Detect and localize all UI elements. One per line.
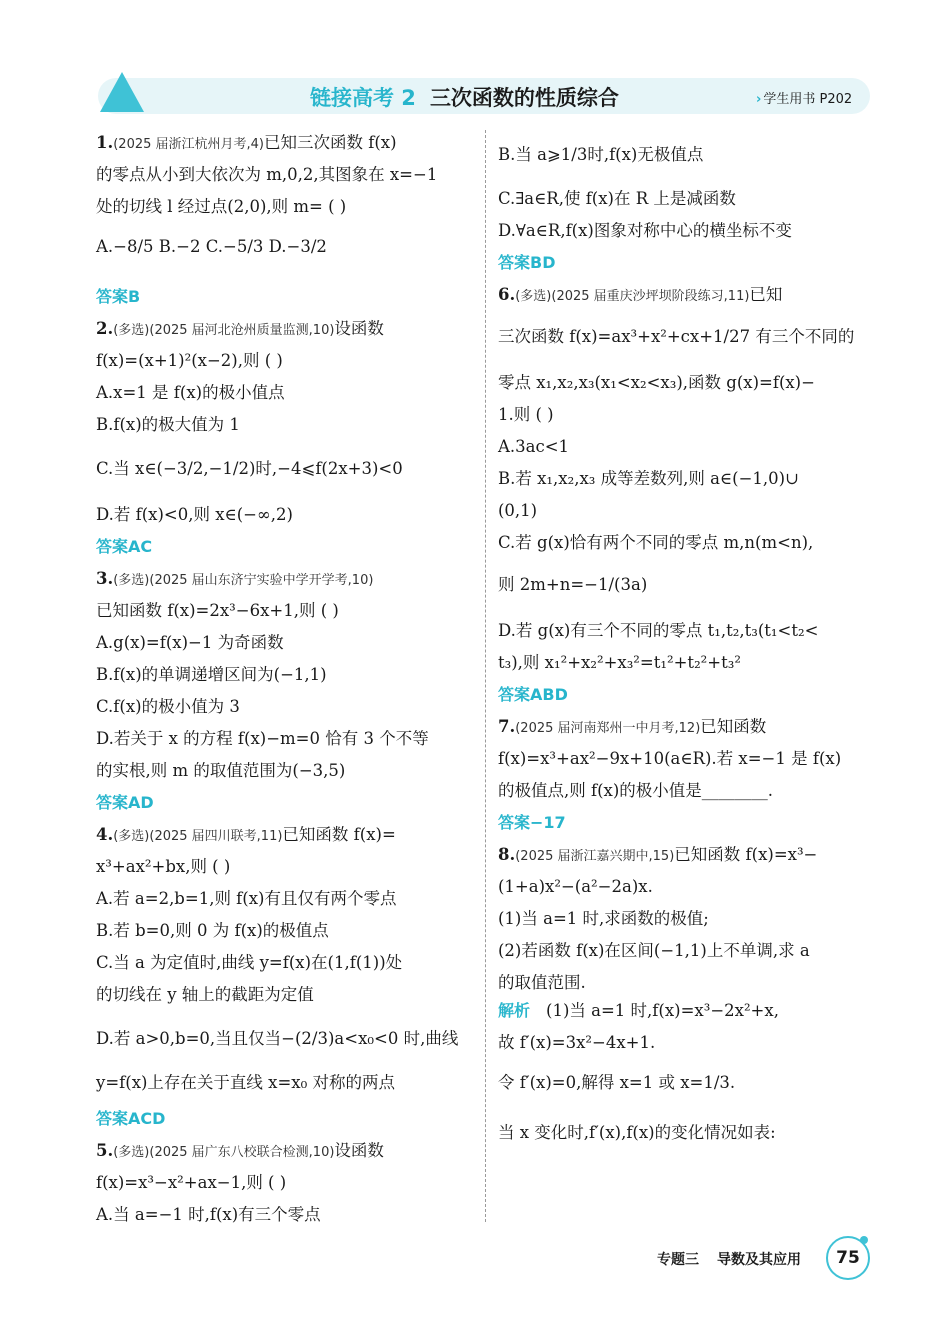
answer-value: AD <box>128 793 154 812</box>
answer-value: ACD <box>128 1109 166 1128</box>
line-text: 的实根,则 m 的取值范围为(−3,5) <box>96 761 346 780</box>
text-line <box>96 728 429 750</box>
text-line <box>498 620 818 642</box>
line-text: D.若关于 x 的方程 f(x)−m=0 恰有 3 个不等 <box>96 729 429 748</box>
answer-value: ABD <box>530 685 568 704</box>
line-text: C.若 g(x)恰有两个不同的零点 m,n(m<n), <box>498 533 814 552</box>
line-text: 的极值点,则 f(x)的极小值是________. <box>498 781 774 800</box>
question-source: (多选)(2025 届四川联考,11) <box>113 829 283 844</box>
text-line <box>498 1072 735 1094</box>
line-text: 故 f′(x)=3x²−4x+1. <box>498 1033 656 1052</box>
text-line <box>96 920 329 942</box>
text-line <box>498 1032 655 1054</box>
answer-line <box>96 1108 165 1130</box>
solution-label: 解析 <box>498 1001 531 1020</box>
answer-line <box>96 792 154 814</box>
line-text: f(x)=(x+1)²(x−2),则 ( ) <box>96 351 283 370</box>
answer-line <box>96 286 140 308</box>
section-title <box>310 82 619 112</box>
text-line <box>96 350 283 372</box>
line-text: A.当 a=−1 时,f(x)有三个零点 <box>96 1205 321 1224</box>
line-text: B.f(x)的单调递增区间为(−1,1) <box>96 665 327 684</box>
answer-line <box>498 252 556 274</box>
text-line <box>498 780 773 802</box>
answer-line <box>498 812 566 834</box>
answer-label: 答案 <box>96 287 129 306</box>
text-line <box>96 856 230 878</box>
line-text: 处的切线 l 经过点(2,0),则 m= ( ) <box>96 197 347 216</box>
text-line <box>96 1172 286 1194</box>
text-line <box>96 1204 321 1226</box>
answer-value: B <box>128 287 141 306</box>
text-line <box>498 908 709 930</box>
text-line <box>96 1072 395 1094</box>
question-heading <box>498 844 817 868</box>
question-heading <box>498 284 782 308</box>
arrow-right-icon: › <box>756 92 762 107</box>
line-text: t₃),则 x₁²+x₂²+x₃²=t₁²+t₂²+t₃² <box>498 653 741 672</box>
line-text: 的零点从小到大依次为 m,0,2,其图象在 x=−1 <box>96 165 438 184</box>
question-number: 6. <box>498 285 516 304</box>
line-text: y=f(x)上存在关于直线 x=x₀ 对称的两点 <box>96 1073 395 1092</box>
question-text: 设函数 <box>334 1141 384 1160</box>
line-text: (1+a)x²−(a²−2a)x. <box>498 877 653 896</box>
question-source: (多选)(2025 届广东八校联合检测,10) <box>113 1145 335 1160</box>
text-line <box>498 940 810 962</box>
footer-topic: 专题三 <box>657 1252 699 1268</box>
page-number: 75 <box>826 1236 870 1280</box>
text-line <box>498 652 741 674</box>
text-line <box>498 1122 776 1144</box>
text-line <box>96 664 327 686</box>
text-line <box>96 600 339 622</box>
line-text: A.−8/5 B.−2 C.−5/3 D.−3/2 <box>96 237 327 256</box>
answer-label: 答案 <box>498 685 531 704</box>
book-reference <box>756 88 852 107</box>
line-text: C.∃a∈R,使 f(x)在 R 上是减函数 <box>498 189 736 208</box>
question-source: (2025 届浙江杭州月考,4) <box>113 137 264 152</box>
text-line <box>96 414 240 436</box>
text-line <box>96 236 327 258</box>
text-line <box>498 188 736 210</box>
line-text: D.若 f(x)<0,则 x∈(−∞,2) <box>96 505 293 524</box>
text-line <box>498 574 647 596</box>
answer-value: BD <box>530 253 556 272</box>
question-heading <box>96 132 397 156</box>
book-reference-text: 学生用书 P202 <box>763 92 853 107</box>
text-line <box>96 458 403 480</box>
question-number: 8. <box>498 845 516 864</box>
question-heading <box>96 318 384 342</box>
text-line <box>96 952 402 974</box>
line-text: 的取值范围. <box>498 973 586 992</box>
line-text: C.f(x)的极小值为 3 <box>96 697 240 716</box>
text-line <box>498 436 569 458</box>
text-line <box>498 372 815 394</box>
triangle-icon <box>100 72 144 112</box>
line-text: C.当 a 为定值时,曲线 y=f(x)在(1,f(1))处 <box>96 953 403 972</box>
line-text: (0,1) <box>498 501 538 520</box>
question-text: 设函数 <box>334 319 384 338</box>
solution-line <box>498 1000 779 1022</box>
answer-value: −17 <box>530 813 566 832</box>
section-label: 链接高考 2 <box>310 86 416 110</box>
line-text: 三次函数 f(x)=ax³+x²+cx+1/27 有三个不同的 <box>498 327 855 346</box>
text-line <box>498 532 813 554</box>
text-line <box>96 760 345 782</box>
text-line <box>96 984 314 1006</box>
line-text: A.g(x)=f(x)−1 为奇函数 <box>96 633 284 652</box>
answer-label: 答案 <box>96 793 129 812</box>
line-text: D.∀a∈R,f(x)图象对称中心的横坐标不变 <box>498 221 792 240</box>
question-number: 3. <box>96 569 114 588</box>
text-line <box>498 326 854 348</box>
question-heading <box>96 568 373 592</box>
question-text: 已知函数 <box>700 717 767 736</box>
page-dot-icon <box>860 1236 868 1244</box>
text-line <box>96 888 396 910</box>
question-source: (多选)(2025 届山东济宁实验中学开学考,10) <box>113 573 374 588</box>
line-text: 已知函数 f(x)=2x³−6x+1,则 ( ) <box>96 601 339 620</box>
solution-text: (1)当 a=1 时,f(x)=x³−2x²+x, <box>546 1001 779 1020</box>
text-line <box>96 164 437 186</box>
question-number: 7. <box>498 717 516 736</box>
text-line <box>498 144 703 166</box>
line-text: D.若 a>0,b=0,当且仅当−(2/3)a<x₀<0 时,曲线 <box>96 1029 459 1048</box>
line-text: A.x=1 是 f(x)的极小值点 <box>96 383 285 402</box>
text-line <box>498 500 537 522</box>
question-heading <box>96 824 396 848</box>
question-text: 已知三次函数 f(x) <box>264 133 397 152</box>
text-line <box>96 1028 458 1050</box>
line-text: 1.则 ( ) <box>498 405 554 424</box>
line-text: 零点 x₁,x₂,x₃(x₁<x₂<x₃),函数 g(x)=f(x)− <box>498 373 815 392</box>
line-text: D.若 g(x)有三个不同的零点 t₁,t₂,t₃(t₁<t₂< <box>498 621 819 640</box>
line-text: C.当 x∈(−3/2,−1/2)时,−4⩽f(2x+3)<0 <box>96 459 403 478</box>
question-source: (2025 届河南郑州一中月考,12) <box>515 721 701 736</box>
text-line <box>498 748 841 770</box>
answer-label: 答案 <box>96 537 129 556</box>
answer-line <box>498 684 568 706</box>
line-text: B.若 x₁,x₂,x₃ 成等差数列,则 a∈(−1,0)∪ <box>498 469 799 488</box>
answer-value: AC <box>128 537 153 556</box>
text-line <box>498 876 653 898</box>
line-text: x³+ax²+bx,则 ( ) <box>96 857 231 876</box>
footer-title: 导数及其应用 <box>717 1252 801 1268</box>
section-topic: 三次函数的性质综合 <box>429 86 619 110</box>
text-line <box>96 632 284 654</box>
question-number: 5. <box>96 1141 114 1160</box>
question-source: (2025 届浙江嘉兴期中,15) <box>515 849 675 864</box>
line-text: (1)当 a=1 时,求函数的极值; <box>498 909 709 928</box>
line-text: B.f(x)的极大值为 1 <box>96 415 240 434</box>
question-heading <box>96 1140 384 1164</box>
text-line <box>498 404 554 426</box>
question-heading <box>498 716 766 740</box>
question-number: 1. <box>96 133 114 152</box>
question-number: 2. <box>96 319 114 338</box>
text-line <box>498 220 792 242</box>
line-text: (2)若函数 f(x)在区间(−1,1)上不单调,求 a <box>498 941 810 960</box>
question-source: (多选)(2025 届重庆沙坪坝阶段练习,11) <box>515 289 750 304</box>
line-text: 的切线在 y 轴上的截距为定值 <box>96 985 314 1004</box>
footer-label <box>657 1249 801 1269</box>
column-divider <box>485 130 486 1222</box>
text-line <box>96 382 285 404</box>
line-text: 令 f′(x)=0,解得 x=1 或 x=1/3. <box>498 1073 736 1092</box>
question-text: 已知函数 f(x)= <box>282 825 396 844</box>
line-text: 当 x 变化时,f′(x),f(x)的变化情况如表: <box>498 1123 776 1142</box>
question-number: 4. <box>96 825 114 844</box>
text-line <box>498 972 586 994</box>
text-line <box>498 468 799 490</box>
answer-label: 答案 <box>498 253 531 272</box>
line-text: A.3ac<1 <box>498 437 570 456</box>
question-text: 已知 <box>749 285 783 304</box>
question-source: (多选)(2025 届河北沧州质量监测,10) <box>113 323 335 338</box>
text-line <box>96 196 346 218</box>
question-text: 已知函数 f(x)=x³− <box>674 845 818 864</box>
line-text: B.当 a⩾1/3时,f(x)无极值点 <box>498 145 704 164</box>
text-line <box>96 504 293 526</box>
line-text: f(x)=x³+ax²−9x+10(a∈R).若 x=−1 是 f(x) <box>498 749 842 768</box>
text-line <box>96 696 240 718</box>
line-text: f(x)=x³−x²+ax−1,则 ( ) <box>96 1173 287 1192</box>
line-text: A.若 a=2,b=1,则 f(x)有且仅有两个零点 <box>96 889 397 908</box>
line-text: 则 2m+n=−1/(3a) <box>498 575 648 594</box>
answer-line <box>96 536 152 558</box>
answer-label: 答案 <box>96 1109 129 1128</box>
answer-label: 答案 <box>498 813 531 832</box>
line-text: B.若 b=0,则 0 为 f(x)的极值点 <box>96 921 329 940</box>
